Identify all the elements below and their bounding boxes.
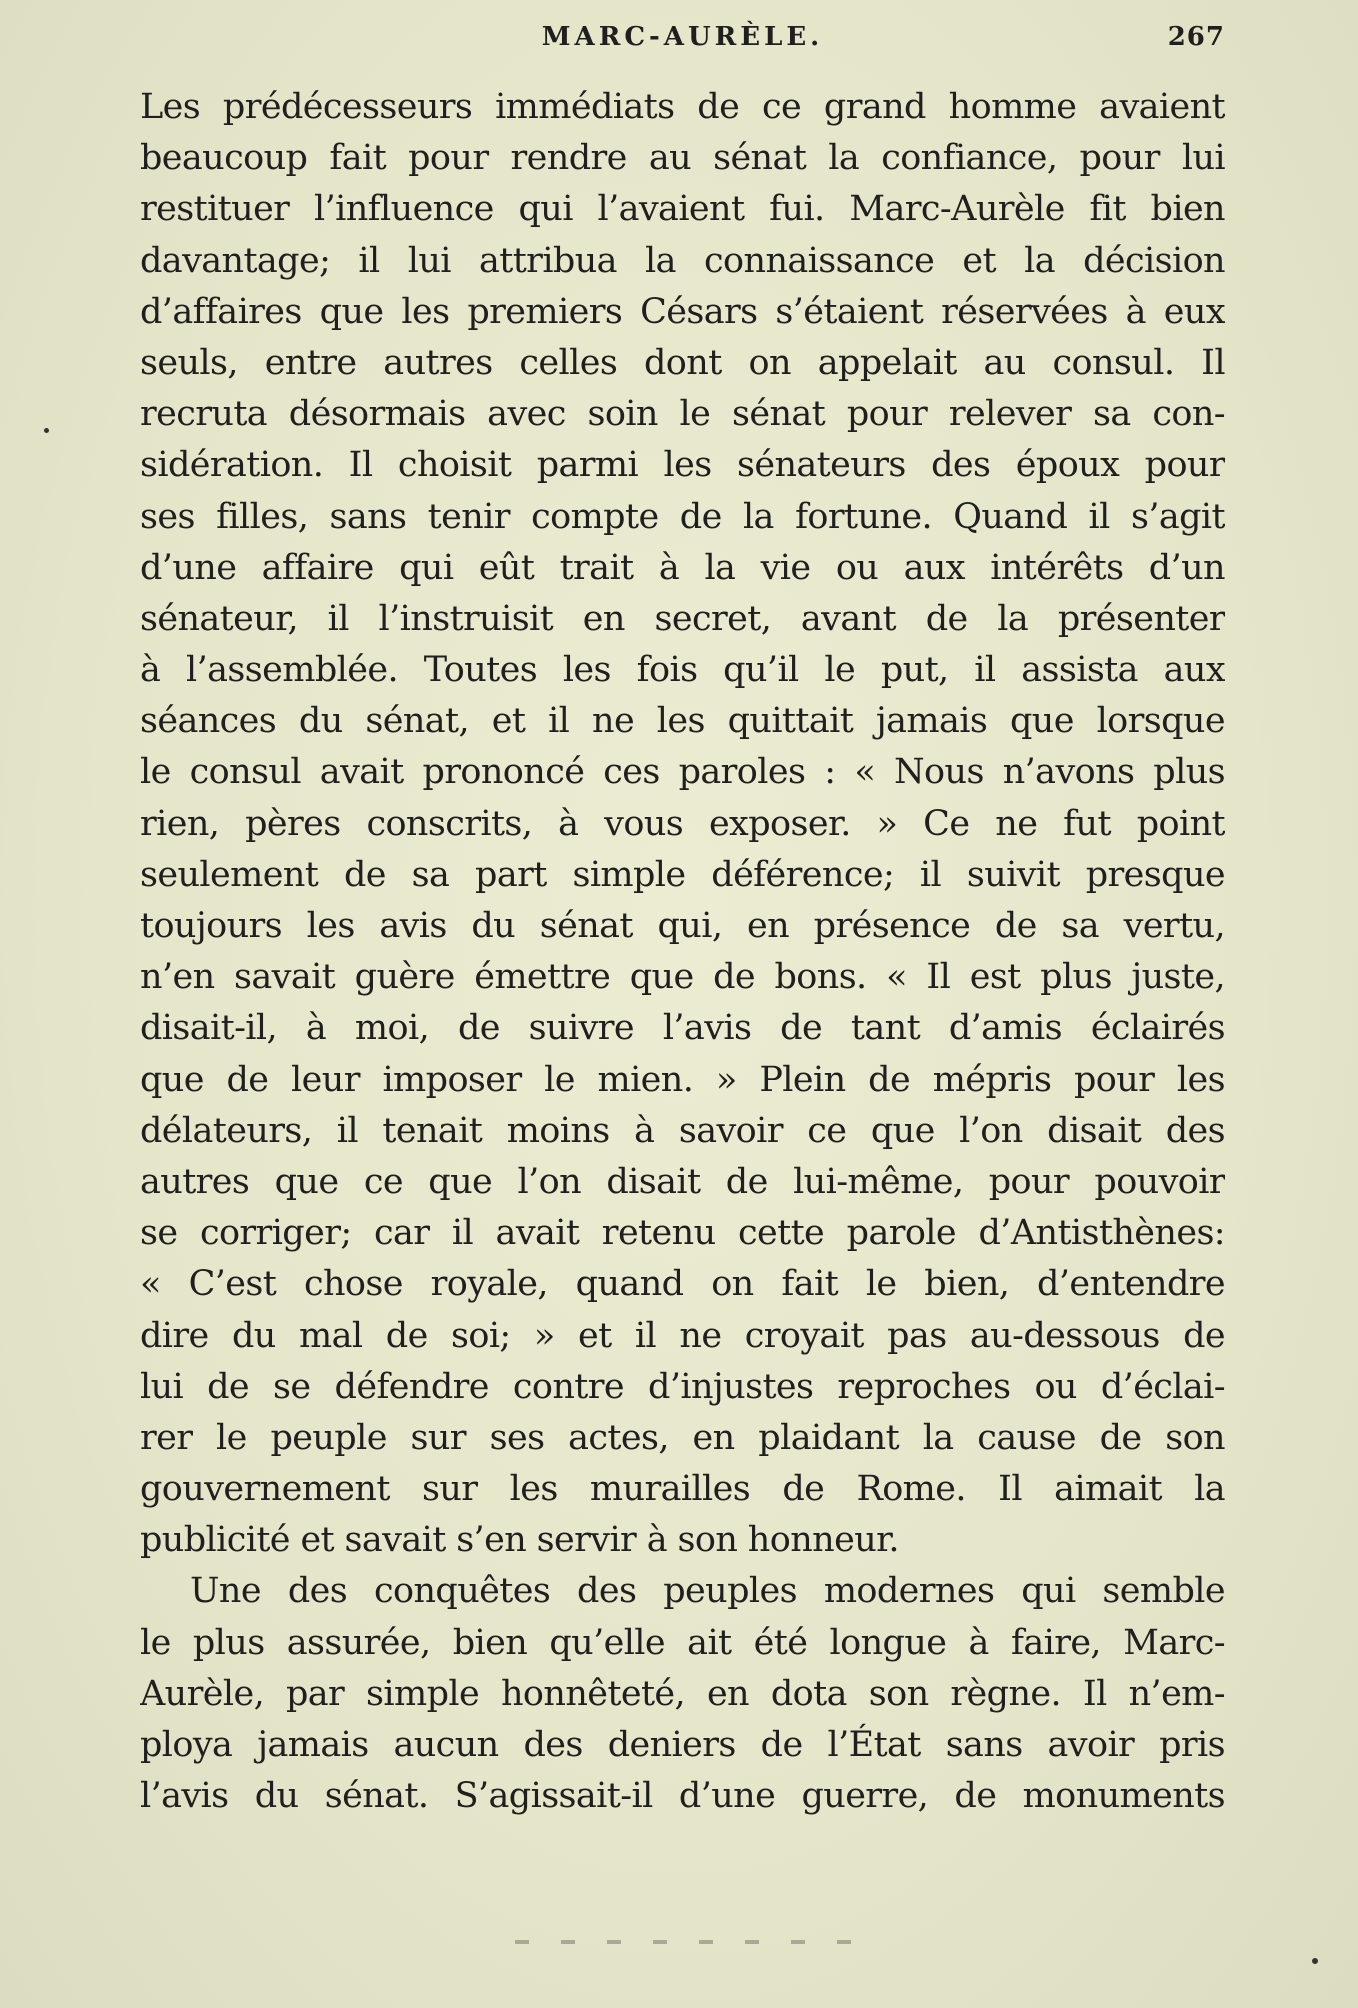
text-line: publicité et savait s’en servir à son honneur. [140,1520,899,1561]
text-line: Une des conquêtes des peuples modernes qui semble [190,1571,1225,1612]
text-line: rer le peuple sur ses actes, en plaidant la cause de son [140,1417,1225,1458]
text-line: sidération. Il choisit parmi les sénateurs des époux pour [140,445,1225,486]
running-title: MARC-AURÈLE. [541,22,824,52]
text-line: d’une affaire qui eût trait à la vie ou aux intérêts d’un [140,547,1225,588]
text-line: rien, pères conscrits, à vous exposer. » Ce ne fut point [140,803,1225,844]
ink-speck [1312,1958,1318,1964]
text-line: davantage; il lui attribua la connaissance et la décision [140,240,1225,281]
text-line: autres que ce que l’on disait de lui-même, pour pouvoir [140,1161,1225,1202]
body-text [140,82,1225,1822]
text-line: lui de se défendre contre d’injustes reproches ou d’éclai- [140,1366,1225,1407]
text-line: délateurs, il tenait moins à savoir ce que l’on disait des [140,1110,1225,1151]
text-line: séances du sénat, et il ne les quittait jamais que lorsque [140,701,1225,742]
text-line: Aurèle, par simple honnêteté, en dota son règne. Il n’em- [140,1673,1225,1714]
text-line: dire du mal de soi; » et il ne croyait pas au-dessous de [140,1315,1225,1356]
text-line: disait-il, à moi, de suivre l’avis de tant d’amis éclairés [140,1008,1225,1049]
ink-speck [44,428,49,433]
text-line: que de leur imposer le mien. » Plein de mépris pour les [140,1059,1225,1100]
text-line: ses filles, sans tenir compte de la fortune. Quand il s’agit [140,496,1225,537]
text-line: toujours les avis du sénat qui, en présence de sa vertu, [140,906,1225,946]
page-number: 267 [1167,22,1225,52]
text-line: sénateur, il l’instruisit en secret, avant de la présenter [140,598,1225,639]
text-line: n’en savait guère émettre que de bons. « Il est plus juste, [140,957,1225,998]
text-line: seuls, entre autres celles dont on appelait au consul. Il [140,342,1225,383]
text-line: ploya jamais aucun des deniers de l’État sans avoir pris [140,1725,1225,1765]
running-head [140,22,1225,62]
text-line: seulement de sa part simple déférence; il suivit presque [140,854,1225,895]
text-line: le consul avait prononcé ces paroles : « Nous n’avons plus [140,752,1225,793]
text-line: Les prédécesseurs immédiats de ce grand homme avaient [140,87,1225,127]
text-line: recruta désormais avec soin le sénat pour relever sa con- [140,394,1225,435]
bleed-through-mark [515,1940,875,1944]
text-line: gouvernement sur les murailles de Rome. Il aimait la [140,1469,1225,1510]
text-line: l’avis du sénat. S’agissait-il d’une guerre, de monuments [140,1776,1225,1817]
text-line: le plus assurée, bien qu’elle ait été longue à faire, Marc- [140,1622,1225,1663]
paragraph-1 [140,82,1225,1566]
text-line: beaucoup fait pour rendre au sénat la confiance, pour lui [140,138,1225,179]
text-line: d’affaires que les premiers Césars s’étaient réservées à eux [140,291,1225,332]
text-line: restituer l’influence qui l’avaient fui. Marc-Aurèle fit bien [140,189,1225,230]
text-line: se corriger; car il avait retenu cette parole d’Antisthènes: [140,1213,1225,1254]
paragraph-2 [140,1566,1225,1822]
text-line: « C’est chose royale, quand on fait le bien, d’entendre [140,1264,1225,1305]
text-line: à l’assemblée. Toutes les fois qu’il le put, il assista aux [140,650,1225,691]
